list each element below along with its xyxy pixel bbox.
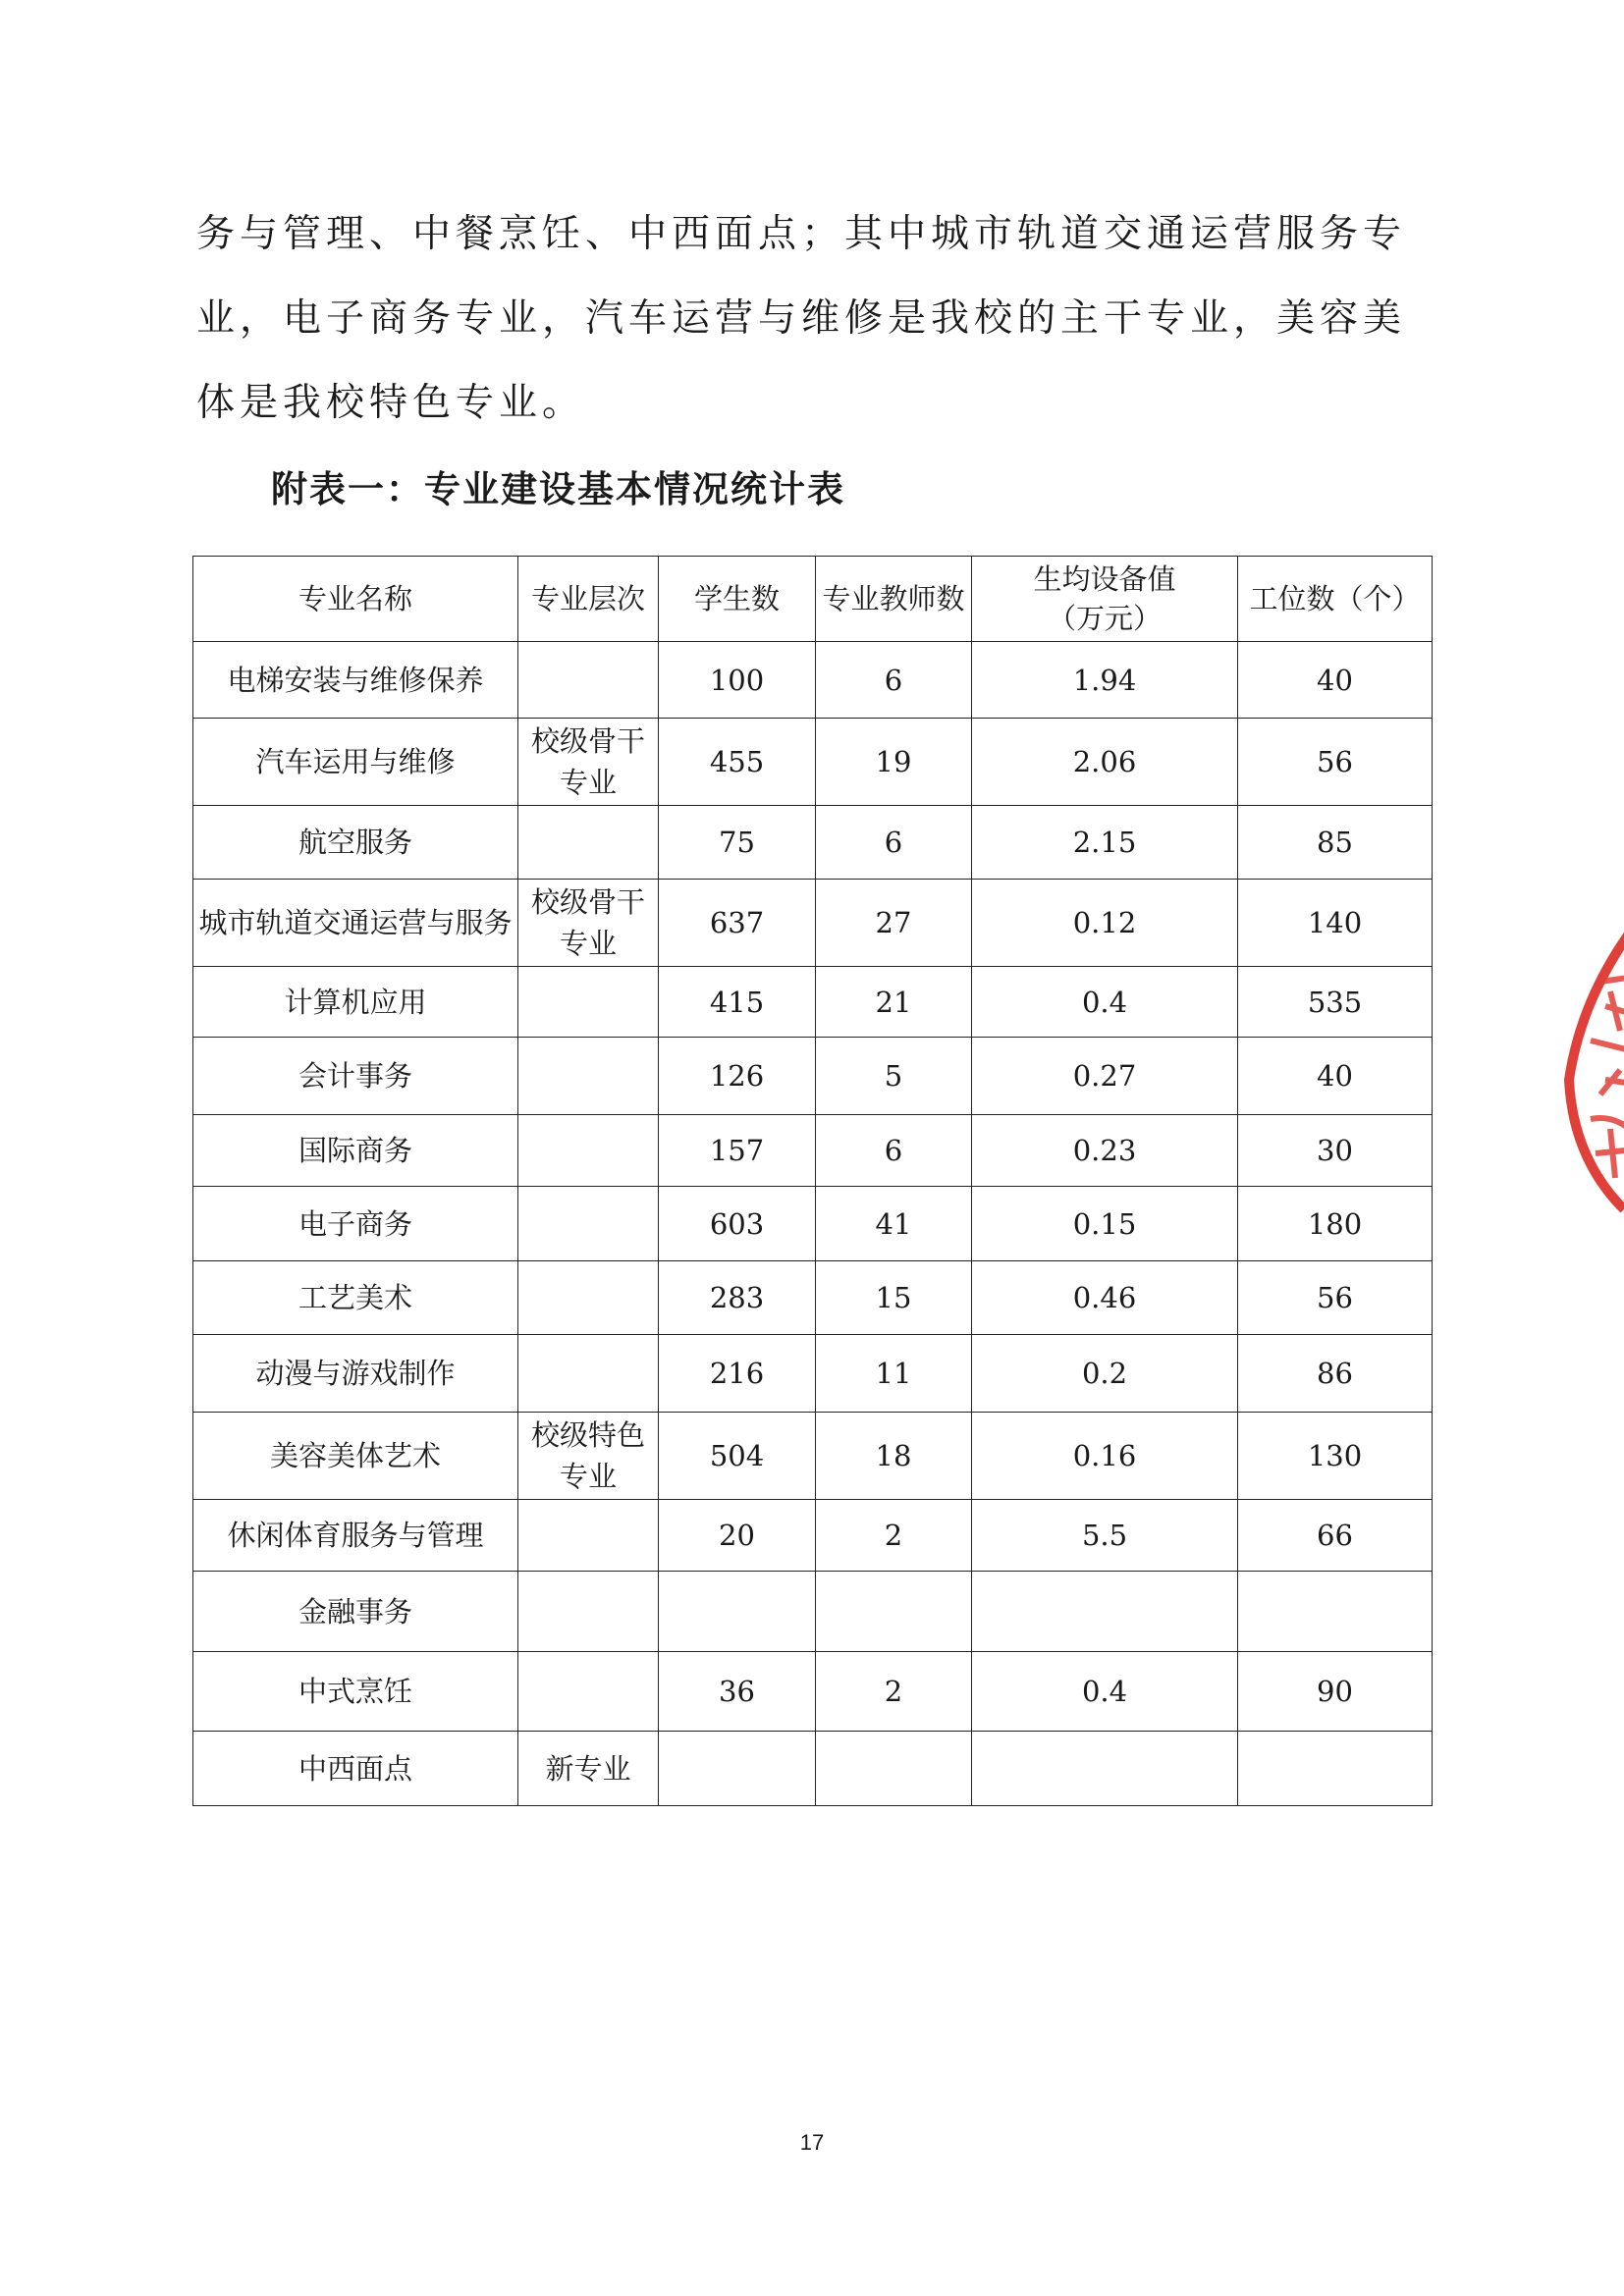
cell-major-level [518, 1115, 659, 1187]
cell-major-level [518, 1038, 659, 1115]
table-row [193, 1652, 1433, 1732]
cell-teachers: 6 [816, 1115, 972, 1187]
table-row [193, 1335, 1433, 1413]
cell-major-level [518, 880, 659, 967]
cell-stations: 40 [1238, 642, 1433, 719]
cell-students: 20 [659, 1500, 816, 1572]
cell-stations [1238, 1572, 1433, 1652]
cell-major-level [518, 806, 659, 880]
header-teachers: 专业教师数 [816, 557, 972, 642]
cell-equipment: 0.15 [972, 1187, 1238, 1261]
cell-stations: 56 [1238, 1261, 1433, 1335]
cell-students: 603 [659, 1187, 816, 1261]
table-caption: 附表一：专业建设基本情况统计表 [271, 468, 845, 510]
table-row [193, 1038, 1433, 1115]
cell-stations: 140 [1238, 880, 1433, 967]
cell-equipment: 2.06 [972, 719, 1238, 806]
page-number: 17 [799, 2130, 825, 2155]
cell-major-level-line1: 校级特色 [530, 1418, 645, 1452]
table-row [193, 806, 1433, 880]
cell-teachers: 11 [816, 1335, 972, 1413]
cell-major-level [518, 967, 659, 1038]
cell-major-name: 电梯安装与维修保养 [193, 642, 518, 719]
cell-equipment: 0.23 [972, 1115, 1238, 1187]
cell-students: 283 [659, 1261, 816, 1335]
paragraph-line: 业，电子商务专业，汽车运营与维修是我校的主干专业，美容美 [196, 296, 1407, 341]
table-row [193, 880, 1433, 967]
seal-stamp-icon [1561, 923, 1624, 1217]
cell-teachers [816, 1572, 972, 1652]
cell-major-level [518, 1413, 659, 1500]
cell-major-name: 金融事务 [193, 1572, 518, 1652]
cell-major-name: 电子商务 [193, 1187, 518, 1261]
cell-teachers: 27 [816, 880, 972, 967]
cell-stations: 30 [1238, 1115, 1433, 1187]
cell-major-level-line2: 专业 [559, 927, 617, 960]
cell-major-name: 工艺美术 [193, 1261, 518, 1335]
cell-equipment: 0.27 [972, 1038, 1238, 1115]
cell-major-name: 美容美体艺术 [193, 1413, 518, 1500]
cell-major-level [518, 1261, 659, 1335]
header-equipment-line1: 生均设备值 [1033, 562, 1176, 596]
cell-equipment: 1.94 [972, 642, 1238, 719]
cell-stations: 90 [1238, 1652, 1433, 1732]
cell-students: 455 [659, 719, 816, 806]
cell-teachers: 5 [816, 1038, 972, 1115]
table-header-row [193, 557, 1433, 642]
cell-teachers: 18 [816, 1413, 972, 1500]
cell-students: 637 [659, 880, 816, 967]
header-students: 学生数 [659, 557, 816, 642]
cell-major-level [518, 1187, 659, 1261]
cell-teachers: 21 [816, 967, 972, 1038]
cell-students: 415 [659, 967, 816, 1038]
cell-major-level-line2: 专业 [559, 1460, 617, 1493]
table-row [193, 1261, 1433, 1335]
cell-major-level [518, 642, 659, 719]
cell-students: 100 [659, 642, 816, 719]
cell-major-level-line1: 校级骨干 [530, 885, 645, 919]
table-row [193, 1572, 1433, 1652]
cell-major-level [518, 1572, 659, 1652]
cell-major-level [518, 719, 659, 806]
cell-major-name: 航空服务 [193, 806, 518, 880]
cell-teachers: 41 [816, 1187, 972, 1261]
table-row [193, 642, 1433, 719]
table-row [193, 1115, 1433, 1187]
cell-teachers: 2 [816, 1500, 972, 1572]
cell-major-level-line1: 校级骨干 [530, 724, 645, 758]
cell-students: 157 [659, 1115, 816, 1187]
cell-students: 36 [659, 1652, 816, 1732]
cell-major-name: 中西面点 [193, 1732, 518, 1806]
cell-teachers [816, 1732, 972, 1806]
cell-stations: 180 [1238, 1187, 1433, 1261]
cell-major-name: 休闲体育服务与管理 [193, 1500, 518, 1572]
cell-students [659, 1572, 816, 1652]
table-row [193, 1413, 1433, 1500]
cell-equipment: 0.4 [972, 1652, 1238, 1732]
cell-equipment: 0.46 [972, 1261, 1238, 1335]
cell-major-level-line1: 新专业 [545, 1751, 631, 1786]
cell-major-name: 会计事务 [193, 1038, 518, 1115]
header-equipment [972, 557, 1238, 642]
cell-stations: 86 [1238, 1335, 1433, 1413]
cell-stations: 66 [1238, 1500, 1433, 1572]
paragraph-line: 务与管理、中餐烹饪、中西面点；其中城市轨道交通运营服务专 [196, 212, 1407, 256]
cell-major-level-line2: 专业 [559, 766, 617, 799]
cell-teachers: 2 [816, 1652, 972, 1732]
cell-equipment: 0.12 [972, 880, 1238, 967]
cell-equipment [972, 1572, 1238, 1652]
cell-major-name: 汽车运用与维修 [193, 719, 518, 806]
cell-teachers: 6 [816, 806, 972, 880]
cell-teachers: 15 [816, 1261, 972, 1335]
cell-major-name: 动漫与游戏制作 [193, 1335, 518, 1413]
cell-teachers: 6 [816, 642, 972, 719]
cell-major-name: 国际商务 [193, 1115, 518, 1187]
cell-major-name: 计算机应用 [193, 967, 518, 1038]
cell-students: 216 [659, 1335, 816, 1413]
header-major-name: 专业名称 [193, 557, 518, 642]
cell-major-level [518, 1732, 659, 1806]
cell-stations: 40 [1238, 1038, 1433, 1115]
cell-stations: 535 [1238, 967, 1433, 1038]
header-equipment-line2: （万元） [1047, 602, 1162, 635]
cell-major-level [518, 1335, 659, 1413]
cell-stations: 56 [1238, 719, 1433, 806]
cell-equipment: 0.4 [972, 967, 1238, 1038]
table-row [193, 1187, 1433, 1261]
paragraph-line: 体是我校特色专业。 [196, 381, 586, 425]
cell-equipment [972, 1732, 1238, 1806]
cell-students: 75 [659, 806, 816, 880]
header-stations: 工位数（个） [1238, 557, 1433, 642]
cell-equipment: 2.15 [972, 806, 1238, 880]
cell-major-name: 中式烹饪 [193, 1652, 518, 1732]
table-row [193, 719, 1433, 806]
body-paragraph [196, 192, 1434, 446]
cell-stations [1238, 1732, 1433, 1806]
cell-equipment: 5.5 [972, 1500, 1238, 1572]
cell-teachers: 19 [816, 719, 972, 806]
cell-stations: 85 [1238, 806, 1433, 880]
header-major-level: 专业层次 [518, 557, 659, 642]
cell-equipment: 0.16 [972, 1413, 1238, 1500]
table-row [193, 1732, 1433, 1806]
cell-major-name: 城市轨道交通运营与服务 [193, 880, 518, 967]
major-statistics-table [192, 556, 1433, 1806]
cell-students: 126 [659, 1038, 816, 1115]
cell-stations: 130 [1238, 1413, 1433, 1500]
cell-major-level [518, 1500, 659, 1572]
table-row [193, 967, 1433, 1038]
cell-major-level [518, 1652, 659, 1732]
cell-equipment: 0.2 [972, 1335, 1238, 1413]
cell-students: 504 [659, 1413, 816, 1500]
cell-students [659, 1732, 816, 1806]
table-row [193, 1500, 1433, 1572]
